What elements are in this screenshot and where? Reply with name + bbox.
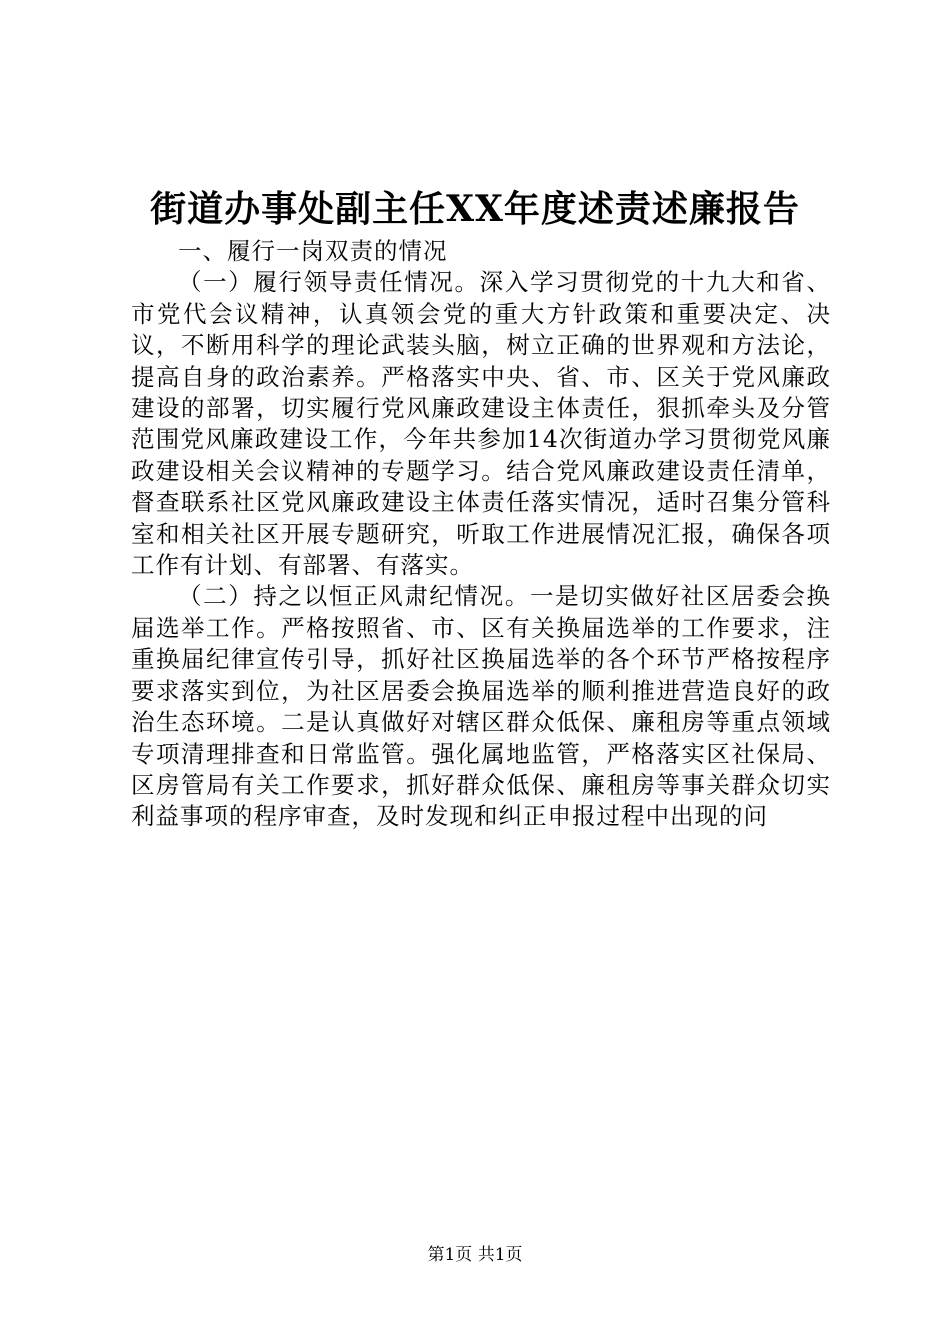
paragraph-1: （一）履行领导责任情况。深入学习贯彻党的十九大和省、市党代会议精神，认真领会党的重大方针政策和重要决定、决议，不断用科学的理论武装头脑，树立正确的世界观和方法论，提高自身的政治素养。严格落实中央、省、市、区关于党风廉政建设的部署，切实履行党风廉政建设主体责任，狠抓牵头及分管范围党风廉政建设工作，今年共参加14次街道办学习贯彻党风廉政建设相关会议精神的专题学习。结合党风廉政建设责任清单，督查联系社区党风廉政建设主体责任落实情况，适时召集分管科室和相关社区开展专题研究，听取工作进展情况汇报，确保各项工作有计划、有部署、有落实。 [131, 268, 831, 580]
document-title: 街道办事处副主任XX年度述责述廉报告 [150, 188, 800, 230]
page-footer: 第1页 共1页 [427, 1245, 523, 1265]
paragraph-2: （二）持之以恒正风肃纪情况。一是切实做好社区居委会换届选举工作。严格按照省、市、区有关换届选举的工作要求，注重换届纪律宣传引导，抓好社区换届选举的各个环节严格按程序要求落实到位，为社区居委会换届选举的顺利推进营造良好的政治生态环境。二是认真做好对辖区群众低保、廉租房等重点领域专项清理排查和日常监管。强化属地监管，严格落实区社保局、区房管局有关工作要求，抓好群众低保、廉租房等事关群众切实利益事项的程序审查，及时发现和纠正申报过程中出现的问 [131, 582, 831, 831]
section-heading: 一、履行一岗双责的情况 [178, 237, 448, 265]
document-body [131, 236, 831, 833]
